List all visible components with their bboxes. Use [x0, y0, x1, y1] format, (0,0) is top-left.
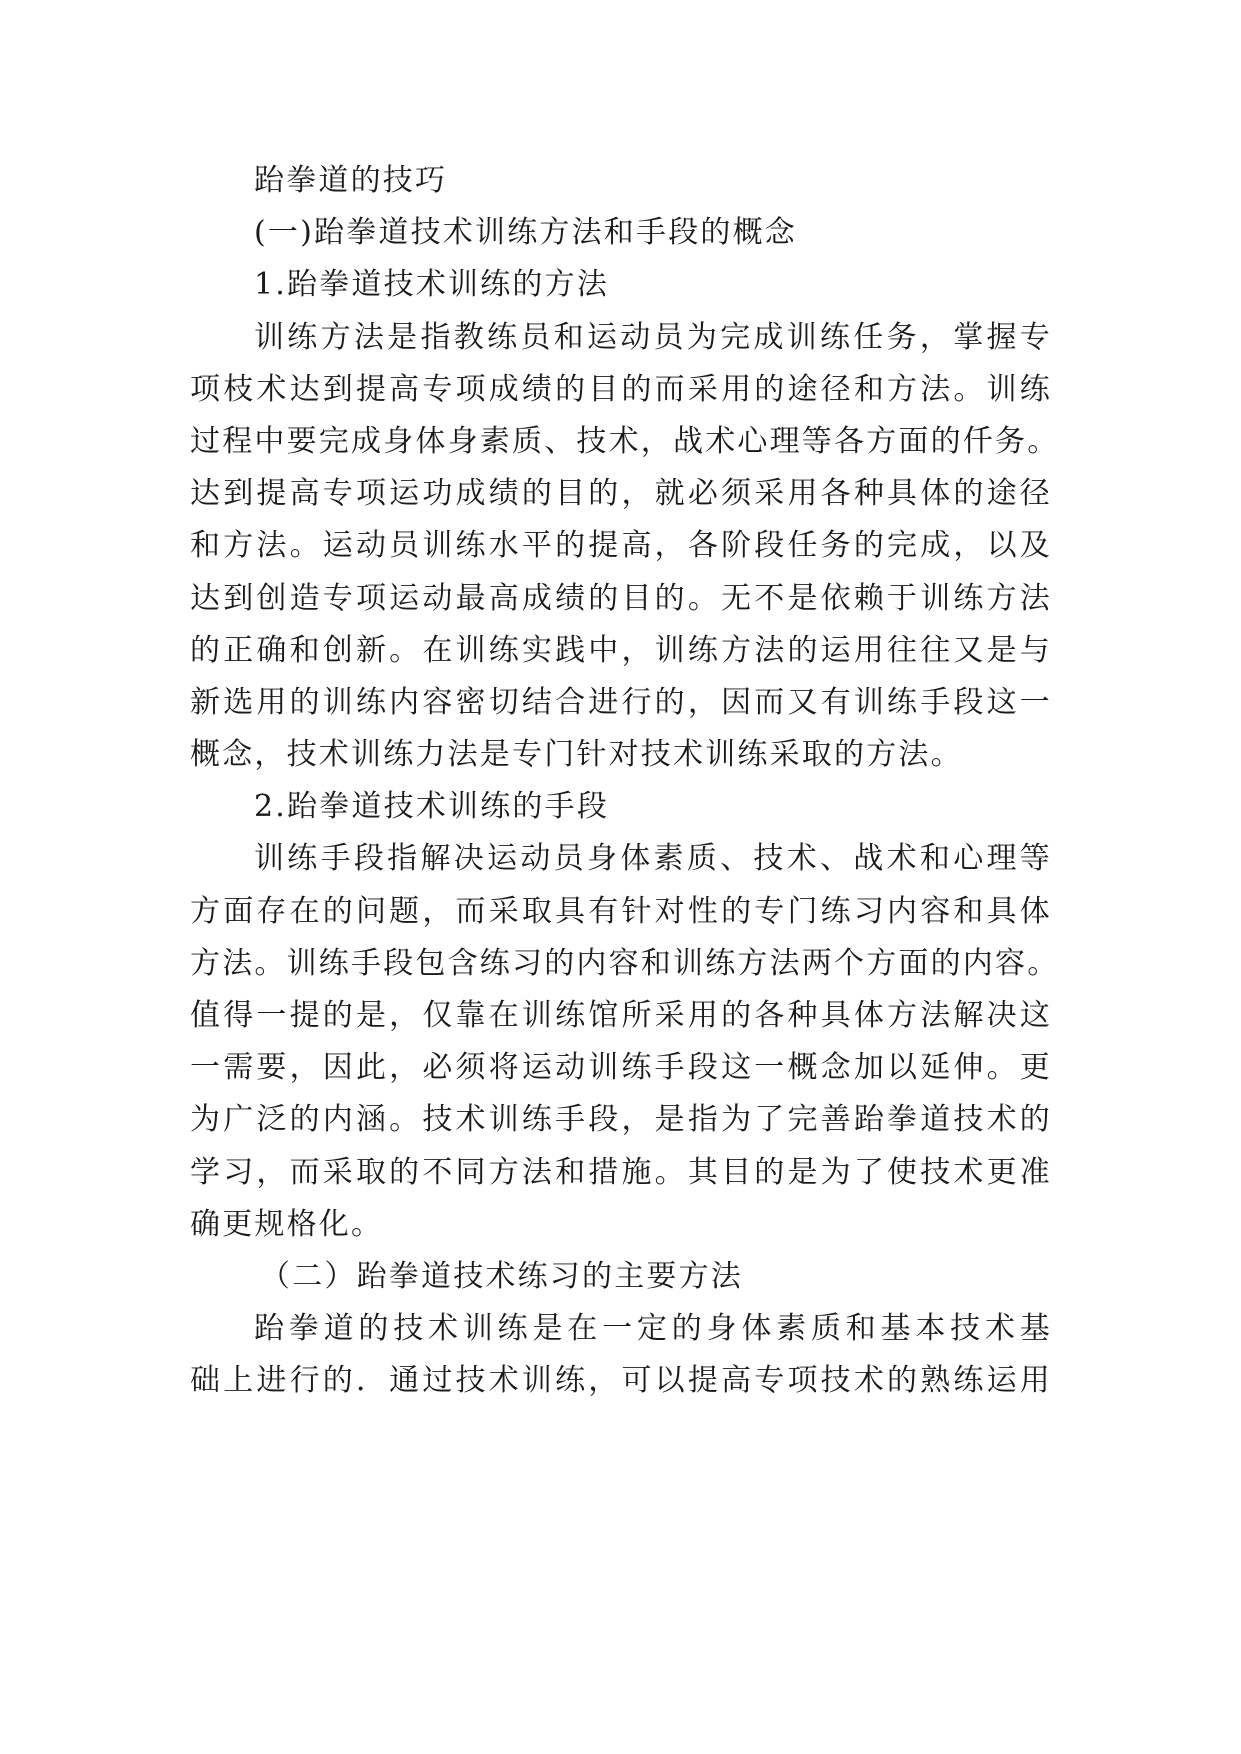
paragraph-1-line-1: 训练方法是指教练员和运动员为完成训练任务，掌握专 — [254, 319, 1052, 355]
paragraph-1-line-3: 过程中要完成身体身素质、技术，战术心理等各方面的仟务。 — [190, 423, 1060, 459]
paragraph-1-line-8: 新选用的训练内容密切结合进行的，因而又有训练手段这一 — [190, 684, 1052, 720]
paragraph-1-line-5: 和方法。运动员训练水平的提高，各阶段任务的完成，以及 — [190, 528, 1052, 564]
paragraph-1-line-7: 的正确和创新。在训练实践中，训练方法的运用往往又是与 — [190, 632, 1052, 668]
paragraph-1-line-6: 达到创造专项运动最高成绩的目的。无不是依赖于训练方法 — [190, 580, 1052, 616]
paragraph-2-line-6: 为广泛的内涵。技术训练手段，是指为了完善跆拳道技术的 — [190, 1102, 1052, 1138]
document-body — [190, 155, 1060, 1408]
paragraph-1-line-9: 概念，技术训练力法是专门针对技术训练采取的方法。 — [190, 737, 963, 773]
paragraph-2-line-5: 一需要，因此，必须将运动训练手段这一概念加以延伸。更 — [190, 1050, 1052, 1086]
paragraph-1-line-4: 达到提高专项运功成绩的目的，就必须采用各种具体的途径 — [190, 476, 1052, 512]
subsection-heading-2: （二）跆拳道技术练习的主要方法 — [260, 1258, 743, 1294]
paragraph-2-line-1: 训练手段指解决运动员身体素质、技术、战术和心理等 — [254, 841, 1052, 877]
paragraph-3-line-2: 础上进行的．通过技术训练，可以提高专项技术的熟练运用 — [190, 1363, 1052, 1399]
paragraph-2-line-3: 方法。训练手段包含练习的内容和训练方法两个方面的内容。 — [190, 945, 1060, 981]
point-heading-2: 2.跆拳道技术训练的手段 — [254, 789, 610, 825]
point-heading-1: 1.跆拳道技术训练的方法 — [254, 267, 610, 303]
paragraph-1-line-2: 项枝术达到提高专项成绩的目的而采用的途径和方法。训练 — [190, 371, 1052, 407]
section-title: 跆拳道的技巧 — [254, 163, 448, 198]
paragraph-2-line-4: 值得一提的是，仅靠在训练馆所采用的各种具体方法解决这 — [190, 998, 1052, 1033]
subsection-heading-1: (一)跆拳道技术训练方法和手段的概念 — [254, 215, 798, 251]
paragraph-2-line-8: 确更规格化。 — [190, 1206, 384, 1242]
paragraph-2-line-2: 方面存在的问题，而采取具有针对性的专门练习内容和具体 — [190, 893, 1052, 929]
paragraph-2-line-7: 学习，而采取的不同方法和措施。其目的是为了使技术更准 — [190, 1154, 1052, 1190]
paragraph-3-line-1: 跆拳道的技术训练是在一定的身体素质和基本技术基 — [254, 1311, 1052, 1347]
